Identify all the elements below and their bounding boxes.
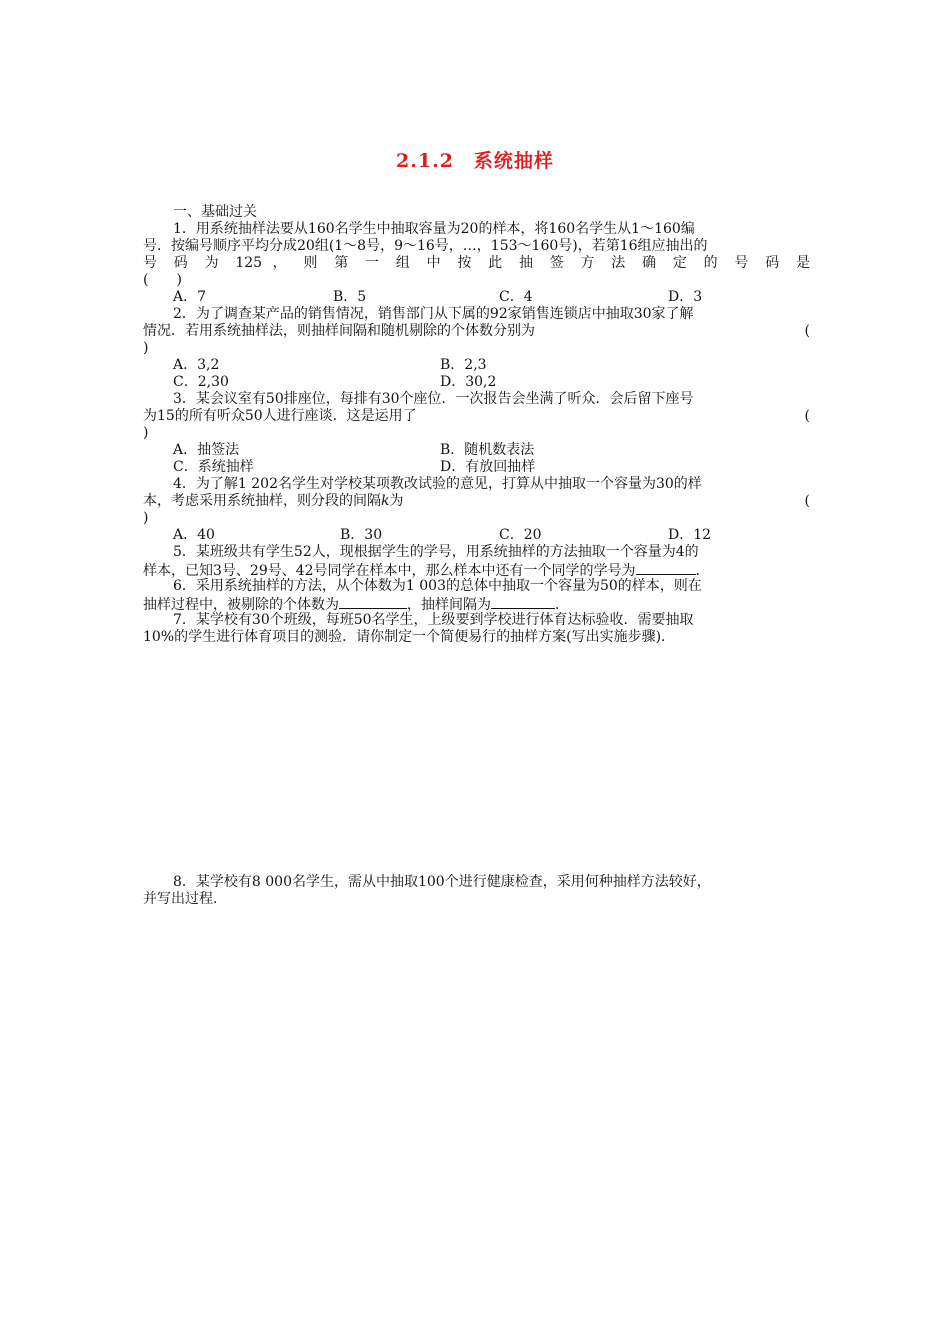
q1-option-a: A．7 [173, 289, 207, 305]
q1-options [143, 289, 810, 306]
q6-line-2-text-b: ，抽样间隔为 [407, 597, 491, 613]
q2-option-c: C．2,30 [173, 374, 229, 390]
q6-answer-blank-2[interactable] [491, 595, 555, 609]
q4-option-d: D．12 [668, 527, 712, 543]
q1-option-d: D．3 [668, 289, 703, 305]
q3-option-a: A．抽签法 [173, 442, 240, 458]
page-title: 2.1.2 系统抽样 [396, 150, 554, 172]
q2-option-d: D．30,2 [440, 374, 497, 390]
q1-line-3: 号 码 为 125 ， 则 第 一 组 中 按 此 抽 签 方 法 确 定 的 号 码 是 [143, 255, 810, 271]
q6-line-end: ． [555, 597, 569, 613]
q1-paren: ( ) [143, 272, 182, 288]
q6-line-1: 6．采用系统抽样的方法，从个体数为1 003的总体中抽取一个容量为50的样本，则在 [173, 578, 702, 594]
q3-line-2 [143, 408, 810, 425]
q4-paren-open: ( [804, 493, 810, 509]
q4-line-1: 4．为了解1 202名学生对学校某项教改试验的意见，打算从中抽取一个容量为30的样 [173, 476, 702, 492]
q4-variable-k: k [381, 493, 390, 509]
q8-line-1: 8．某学校有8 000名学生，需从中抽取100个进行健康检查，采用何种抽样方法较好， [173, 874, 711, 890]
q2-paren-open: ( [804, 323, 810, 339]
q4-paren-close: ) [143, 510, 149, 526]
q1-line-2: 号．按编号顺序平均分成20组(1～8号，9～16号，…，153～160号)，若第16组应抽出的 [143, 238, 708, 254]
q2-option-b: B．2,3 [440, 357, 487, 373]
q4-line-2-end: 为 [389, 493, 404, 509]
q2-option-a: A．3,2 [173, 357, 220, 373]
q5-line-2 [143, 561, 810, 578]
q1-option-c: C．4 [499, 289, 533, 305]
answer-space [143, 646, 810, 874]
q3-line-1: 3．某会议室有50排座位，每排有30个座位．一次报告会坐满了听众．会后留下座号 [173, 391, 694, 407]
q3-options-row-1 [143, 442, 810, 459]
q4-options [143, 527, 810, 544]
section-heading: 一、基础过关 [173, 204, 257, 220]
q2-options-row-1 [143, 357, 810, 374]
q4-option-c: C．20 [499, 527, 542, 543]
q6-line-2-text-a: 抽样过程中，被剔除的个体数为 [143, 597, 339, 613]
q2-line-1: 2．为了调查某产品的销售情况，销售部门从下属的92家销售连锁店中抽取30家了解 [173, 306, 694, 322]
q2-line-2 [143, 323, 810, 340]
q3-option-b: B．随机数表法 [440, 442, 535, 458]
q3-line-2-text: 为15的所有听众50人进行座谈．这是运用了 [143, 408, 417, 424]
q5-line-end: ． [695, 563, 710, 579]
q4-line-2-text: 本，考虑采用系统抽样，则分段的间隔 [143, 493, 381, 509]
q2-options-row-2 [143, 374, 810, 391]
q2-paren-close: ) [143, 340, 149, 356]
q5-line-2-text: 样本，已知3号、29号、42号同学在样本中，那么样本中还有一个同学的学号为 [143, 563, 636, 579]
q3-options-row-2 [143, 459, 810, 476]
q4-option-b: B．30 [340, 527, 383, 543]
q4-line-2 [143, 493, 810, 510]
q1-option-b: B．5 [333, 289, 367, 305]
q6-line-2 [143, 595, 810, 612]
q4-option-a: A．40 [173, 527, 215, 543]
q1-line-1: 1．用系统抽样法要从160名学生中抽取容量为20的样本，将160名学生从1～160编 [173, 221, 695, 237]
q3-option-c: C．系统抽样 [173, 459, 254, 475]
exercise-content [143, 204, 810, 908]
q3-paren-open: ( [804, 408, 810, 424]
q7-line-1: 7．某学校有30个班级，每班50名学生，上级要到学校进行体育达标验收．需要抽取 [173, 612, 694, 628]
q8-line-2: 并写出过程． [143, 891, 227, 907]
q3-paren-close: ) [143, 425, 149, 441]
q7-line-2: 10%的学生进行体育项目的测验．请你制定一个简便易行的抽样方案(写出实施步骤)． [143, 629, 676, 645]
q2-line-2-text: 情况．若用系统抽样法，则抽样间隔和随机剔除的个体数分别为 [143, 323, 535, 339]
q5-line-1: 5．某班级共有学生52人，现根据学生的学号，用系统抽样的方法抽取一个容量为4的 [173, 544, 699, 560]
q3-option-d: D．有放回抽样 [440, 459, 536, 475]
q6-answer-blank-1[interactable] [339, 595, 407, 609]
q5-answer-blank[interactable] [636, 561, 696, 575]
